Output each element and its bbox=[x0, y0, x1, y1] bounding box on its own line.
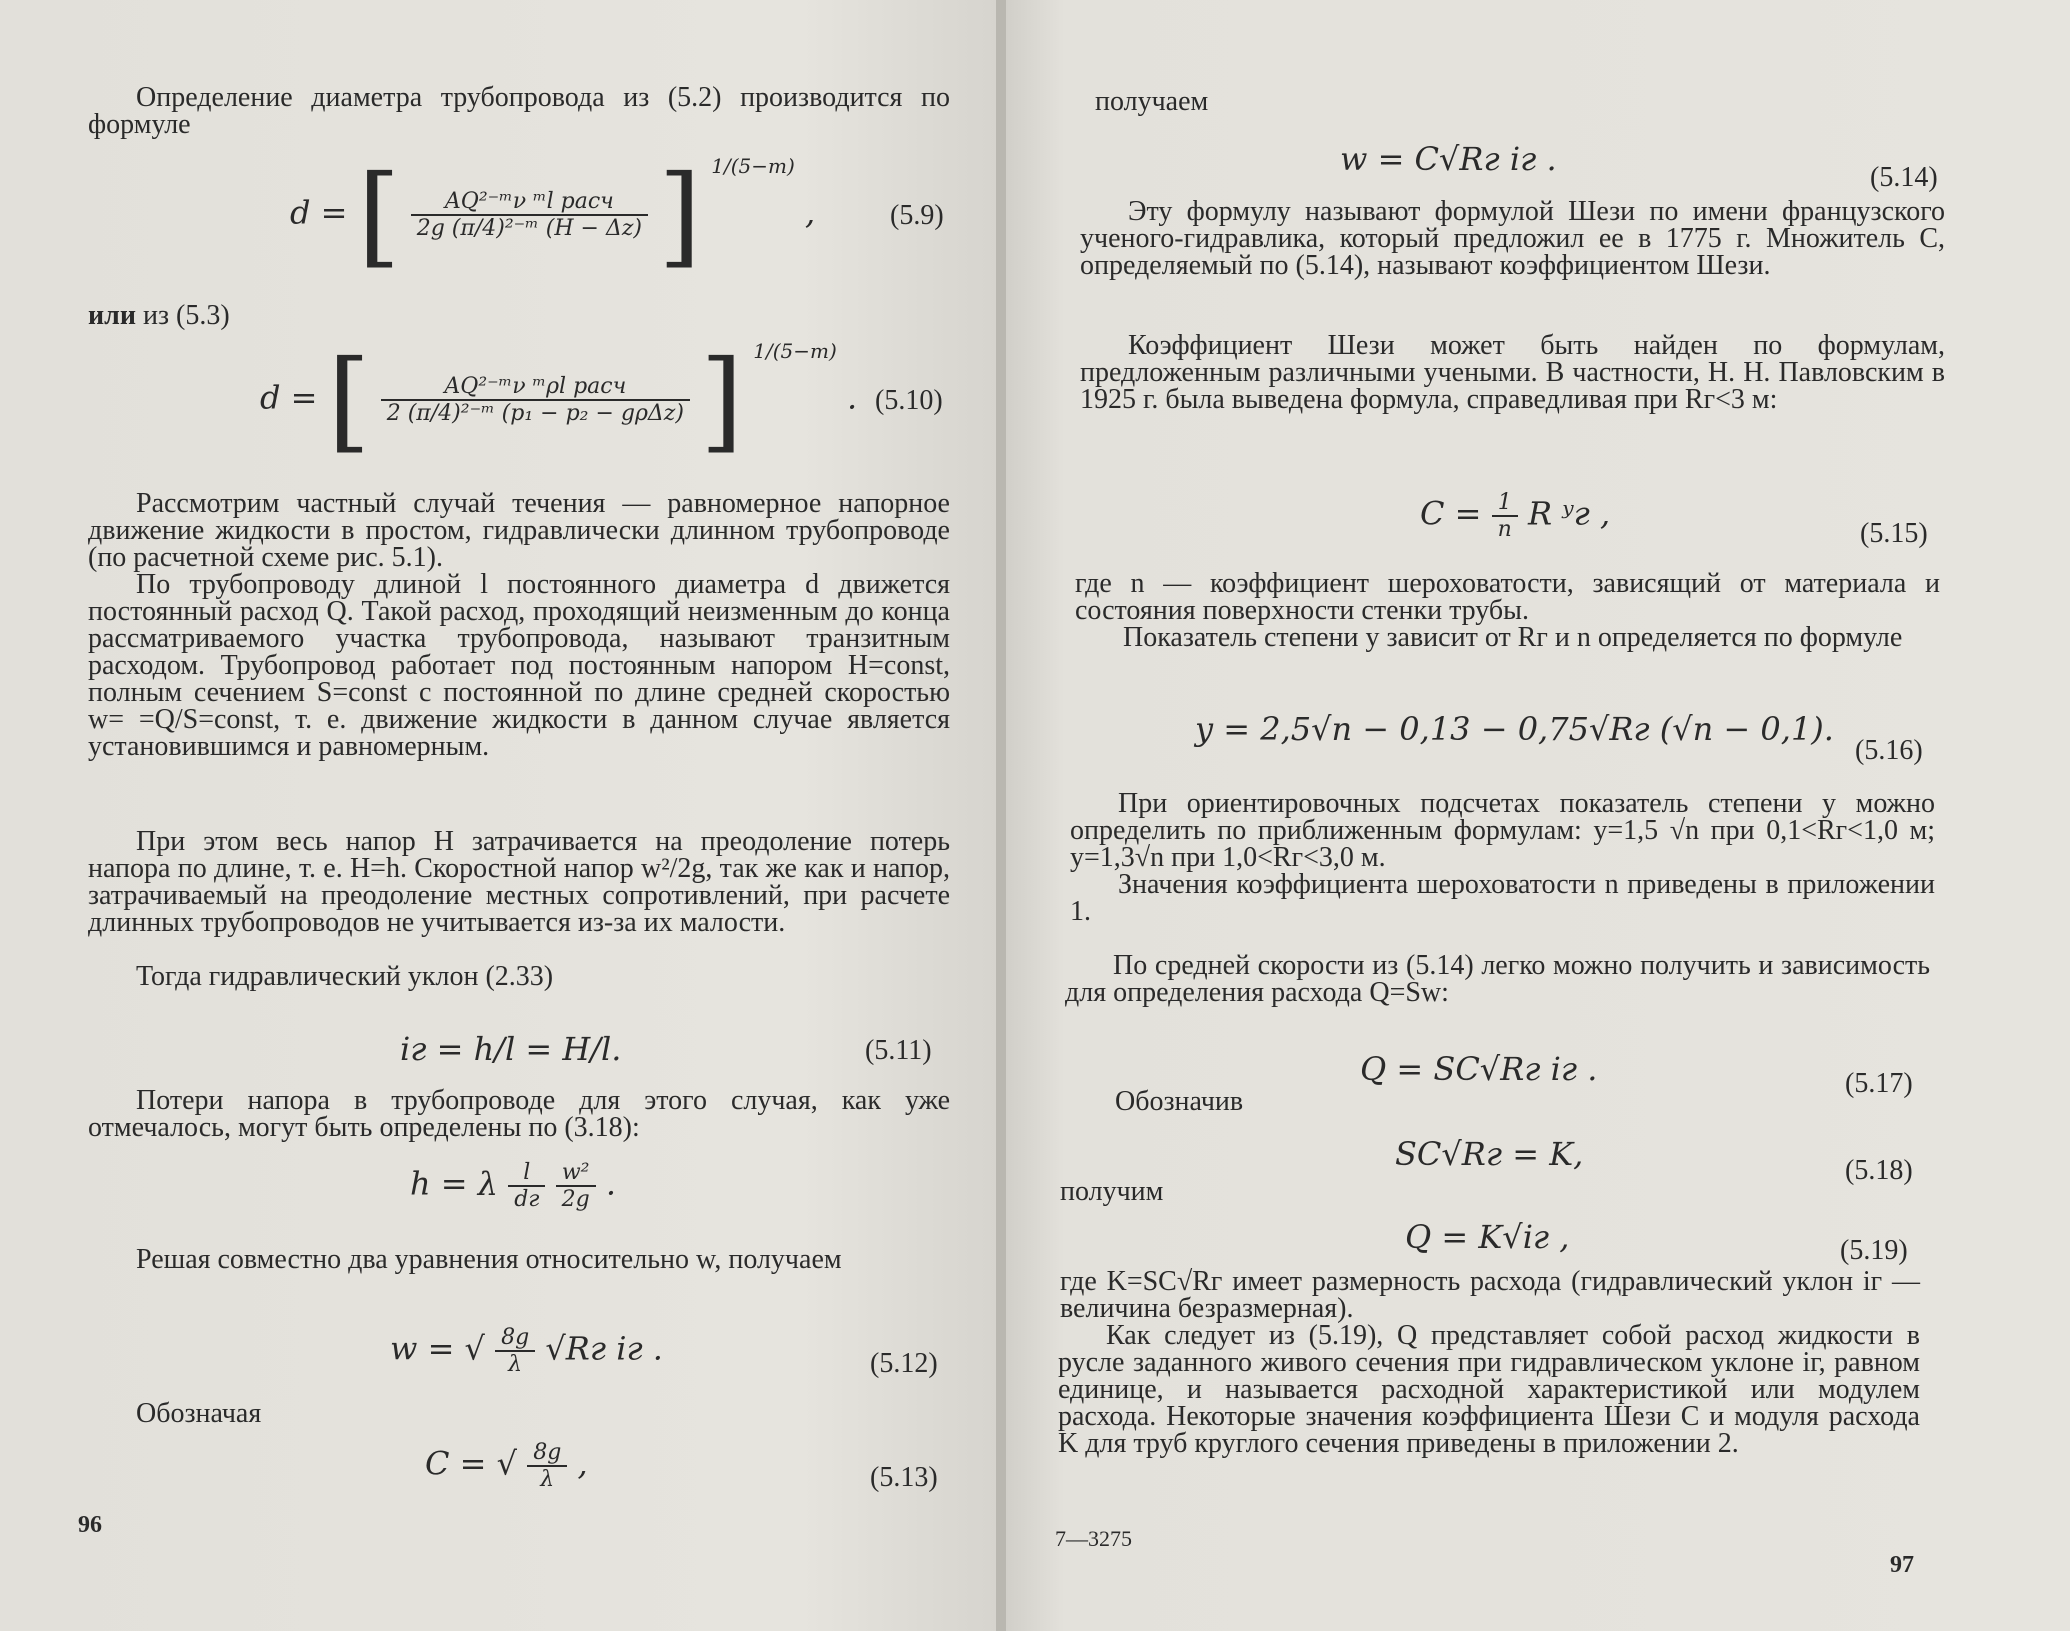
equation-5-18: SC√Rг = K, bbox=[1395, 1135, 1584, 1173]
eq-5-10-lhs: d = bbox=[260, 378, 318, 417]
paragraph-approx: При ориентировочных подсчетах показатель степени y можно определить по приближенным формулам: y=1,5 √n при 0,1<Rг<1,0 м; y=1,3√n при 1,0<Rг<3,0 м. bbox=[1070, 788, 1935, 873]
or-word: или bbox=[88, 300, 136, 331]
equation-5-16: y = 2,5√n − 0,13 − 0,75√Rг (√n − 0,1). bbox=[1195, 710, 1834, 748]
eq-5-13-den: λ bbox=[540, 1467, 555, 1492]
right-bracket: ] bbox=[700, 336, 744, 464]
eq-h-fraction-1 bbox=[508, 1160, 545, 1212]
equation-h bbox=[410, 1160, 616, 1212]
page-number-left: 96 bbox=[78, 1512, 102, 1538]
book-gutter bbox=[996, 0, 1006, 1631]
eq-5-13-num: 8g bbox=[527, 1440, 567, 1467]
text-or-from bbox=[88, 300, 230, 332]
paragraph-head: При этом весь напор H затрачивается на преодоление потерь напора по длине, т. е. H=h. Скоростной напор w²/2g, так же как и напор, затрачиваемый на преодоление местных сопротивлений, при расчете длинных трубопроводов не учитывается из-за их малости. bbox=[88, 826, 950, 938]
eq-h-f2-den: 2g bbox=[561, 1187, 590, 1212]
equation-number-5-10: (5.10) bbox=[875, 385, 943, 416]
eq-5-9-numerator: AQ²⁻ᵐν ᵐl расч bbox=[411, 189, 648, 216]
signature-mark: 7—3275 bbox=[1055, 1526, 1132, 1551]
eq-5-10-denominator: 2 (π/4)²⁻ᵐ (p₁ − p₂ − gρΔz) bbox=[386, 401, 684, 426]
equation-5-12 bbox=[390, 1325, 663, 1377]
eq-5-13-fraction bbox=[527, 1440, 567, 1492]
paragraph-where-k: где K=SC√Rг имеет размерность расхода (гидравлический уклон iг — величина безразмерная). bbox=[1060, 1266, 1920, 1324]
eq-5-9-exponent: 1/(5−m) bbox=[711, 154, 795, 178]
eq-5-15-fraction bbox=[1492, 490, 1518, 542]
eq-5-9-tail: , bbox=[804, 193, 816, 232]
equation-5-15 bbox=[1420, 490, 1610, 542]
paragraph-exponent: Показатель степени y зависит от Rг и n определяется по формуле bbox=[1123, 622, 1903, 653]
eq-5-12-fraction bbox=[495, 1325, 535, 1377]
paragraph-slope: Тогда гидравлический уклон (2.33) bbox=[136, 961, 554, 992]
equation-5-10 bbox=[260, 336, 858, 464]
text-denote: Обозначая bbox=[136, 1398, 262, 1429]
text-denoting: Обозначив bbox=[1115, 1086, 1244, 1117]
equation-number-5-18: (5.18) bbox=[1845, 1155, 1913, 1186]
eq-5-12-den: λ bbox=[508, 1352, 523, 1377]
eq-5-10-numerator: AQ²⁻ᵐν ᵐρl расч bbox=[381, 374, 690, 401]
equation-number-5-16: (5.16) bbox=[1855, 735, 1923, 766]
equation-number-5-14: (5.14) bbox=[1870, 162, 1938, 193]
paragraph-intro: Определение диаметра трубопровода из (5.2) производится по формуле bbox=[88, 82, 950, 140]
right-bracket: ] bbox=[658, 151, 702, 279]
eq-5-12-rest: √Rг iг . bbox=[545, 1329, 663, 1368]
left-bracket: [ bbox=[327, 336, 371, 464]
equation-number-5-13: (5.13) bbox=[870, 1462, 938, 1493]
eq-5-13-tail: , bbox=[577, 1444, 588, 1483]
paragraph-where-n: где n — коэффициент шероховатости, зависящий от материала и состояния поверхности стенки трубы. bbox=[1075, 568, 1940, 626]
equation-5-11: iг = h/l = H/l. bbox=[400, 1030, 622, 1068]
eq-5-15-rest: R ʸг , bbox=[1527, 494, 1611, 533]
equation-5-9 bbox=[290, 151, 816, 279]
equation-5-19: Q = K√iг , bbox=[1405, 1218, 1570, 1256]
equation-number-5-12: (5.12) bbox=[870, 1348, 938, 1379]
eq-5-12-num: 8g bbox=[495, 1325, 535, 1352]
text-we-get: получим bbox=[1060, 1176, 1164, 1207]
eq-h-lhs: h = λ bbox=[410, 1164, 499, 1203]
equation-5-17: Q = SC√Rг iг . bbox=[1360, 1050, 1598, 1088]
eq-5-10-tail: . bbox=[846, 378, 858, 417]
eq-5-9-denominator: 2g (π/4)²⁻ᵐ (H − Δz) bbox=[416, 216, 643, 241]
paragraph-losses: Потери напора в трубопроводе для этого случая, как уже отмечалось, могут быть определены по (3.18): bbox=[88, 1085, 950, 1143]
eq-5-9-fraction bbox=[411, 189, 648, 241]
eq-5-9-lhs: d = bbox=[290, 193, 348, 232]
equation-5-14: w = C√Rг iг . bbox=[1340, 140, 1557, 178]
eq-h-f1-num: l bbox=[508, 1160, 545, 1187]
or-rest: из (5.3) bbox=[142, 300, 230, 331]
eq-h-fraction-2 bbox=[556, 1160, 596, 1212]
equation-5-13 bbox=[425, 1440, 588, 1492]
eq-5-15-den: n bbox=[1497, 517, 1512, 542]
paragraph-values: Значения коэффициента шероховатости n приведены в приложении 1. bbox=[1070, 869, 1935, 927]
eq-h-f1-den: dг bbox=[514, 1187, 540, 1212]
eq-5-12-lhs: w = √ bbox=[390, 1329, 485, 1368]
eq-h-f2-num: w² bbox=[556, 1160, 596, 1187]
eq-5-10-exponent: 1/(5−m) bbox=[753, 339, 837, 363]
equation-number-5-17: (5.17) bbox=[1845, 1068, 1913, 1099]
text-get: получаем bbox=[1095, 86, 1209, 117]
eq-5-15-lhs: C = bbox=[1420, 494, 1482, 533]
eq-5-13-lhs: C = √ bbox=[425, 1444, 518, 1483]
equation-number-5-15: (5.15) bbox=[1860, 518, 1928, 549]
equation-number-5-19: (5.19) bbox=[1840, 1235, 1908, 1266]
eq-5-15-num: 1 bbox=[1492, 490, 1518, 517]
equation-number-5-9: (5.9) bbox=[890, 200, 944, 231]
eq-5-10-fraction bbox=[381, 374, 690, 426]
paragraph-chezy: Эту формулу называют формулой Шези по имени французского ученого-гидравлика, который предложил ее в 1775 г. Множитель C, определяемый по (5.14), называют коэффициентом Шези. bbox=[1080, 196, 1945, 281]
equation-number-5-11: (5.11) bbox=[865, 1035, 932, 1066]
paragraph-pipeline: По трубопроводу длиной l постоянного диаметра d движется постоянный расход Q. Такой расход, проходящий неизменным до конца рассматриваемого участка трубопровода, называют транзитным расходом. Трубопровод работает под постоянным напором H=const, полным сечением S=const с постоянной по длине средней скоростью w= =Q/S=const, т. е. движение жидкости в данном случае является установившимся и равномерным. bbox=[88, 569, 950, 762]
paragraph-follows: Как следует из (5.19), Q представляет собой расход жидкости в русле заданного живого сечения при гидравлическом уклоне iг, равном единице, и называется расходной характеристикой или модулем расхода. Некоторые значения коэффициента Шези C и модуля расхода K для труб круглого сечения приведены в приложении 2. bbox=[1058, 1320, 1920, 1459]
paragraph-consider: Рассмотрим частный случай течения — равномерное напорное движение жидкости в простом, гидравлически длинном трубопроводе (по расчетной схеме рис. 5.1). bbox=[88, 488, 950, 573]
eq-h-tail: . bbox=[605, 1164, 617, 1203]
paragraph-mean: По средней скорости из (5.14) легко можно получить и зависимость для определения расхода Q=Sw: bbox=[1065, 950, 1930, 1008]
left-bracket: [ bbox=[357, 151, 401, 279]
paragraph-coefficient: Коэффициент Шези может быть найден по формулам, предложенным различными учеными. В частности, Н. Н. Павловским в 1925 г. была выведена формула, справедливая при Rг<3 м: bbox=[1080, 330, 1945, 415]
paragraph-solving: Решая совместно два уравнения относительно w, получаем bbox=[136, 1244, 842, 1275]
page-number-right: 97 bbox=[1890, 1552, 1914, 1578]
